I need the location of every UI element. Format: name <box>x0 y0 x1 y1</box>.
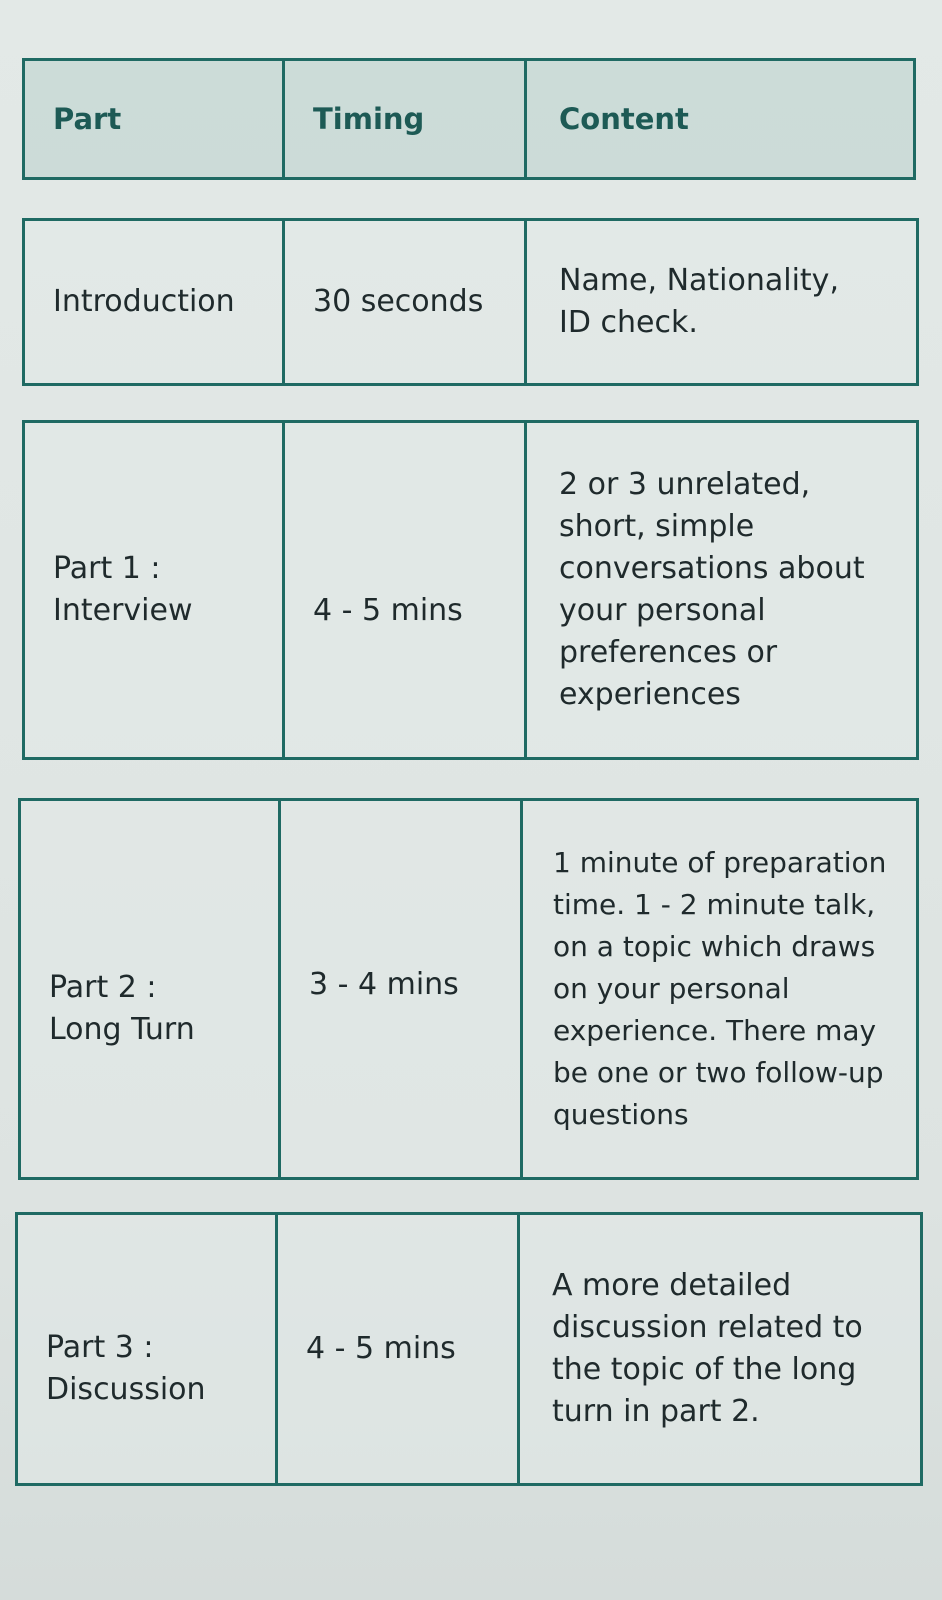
header-part <box>25 61 282 177</box>
header-timing <box>282 61 524 177</box>
row-timing <box>278 801 520 1177</box>
row-timing <box>282 423 524 757</box>
header-timing-label: Timing <box>313 102 425 136</box>
row-content-text: 1 minute of preparation time. 1 - 2 minute talk, on a topic which draws on your personal experience. There may be one or two follow-up questions <box>553 846 887 1131</box>
row-timing-text: 4 - 5 mins <box>313 593 463 628</box>
row-timing-text: 4 - 5 mins <box>306 1331 456 1366</box>
row-part-text: Part 3 : Discussion <box>46 1330 206 1407</box>
row-part <box>25 423 282 757</box>
row-timing <box>275 1215 517 1483</box>
row-timing <box>282 221 524 383</box>
table-row <box>22 218 919 386</box>
row-content <box>524 221 916 383</box>
row-content-text: 2 or 3 unrelated, short, simple conversations about your personal preferences or experiences <box>559 467 865 712</box>
header-content-label: Content <box>559 102 689 136</box>
table-header <box>22 58 916 180</box>
row-part-text: Introduction <box>53 284 235 319</box>
row-part-text: Part 2 : Long Turn <box>49 970 195 1047</box>
header-content <box>524 61 913 177</box>
table-row <box>18 798 919 1180</box>
row-content-text: Name, Nationality, ID check. <box>559 263 839 340</box>
row-content <box>517 1215 920 1483</box>
row-part <box>21 801 278 1177</box>
row-timing-text: 30 seconds <box>313 284 484 319</box>
table-row <box>22 420 919 760</box>
row-content-text: A more detailed discussion related to the topic of the long turn in part 2. <box>552 1268 863 1429</box>
row-content <box>520 801 916 1177</box>
row-part <box>25 221 282 383</box>
row-part <box>18 1215 275 1483</box>
header-part-label: Part <box>53 102 122 136</box>
row-content <box>524 423 916 757</box>
table-row <box>15 1212 923 1486</box>
row-timing-text: 3 - 4 mins <box>309 967 459 1002</box>
row-part-text: Part 1 : Interview <box>53 551 193 628</box>
